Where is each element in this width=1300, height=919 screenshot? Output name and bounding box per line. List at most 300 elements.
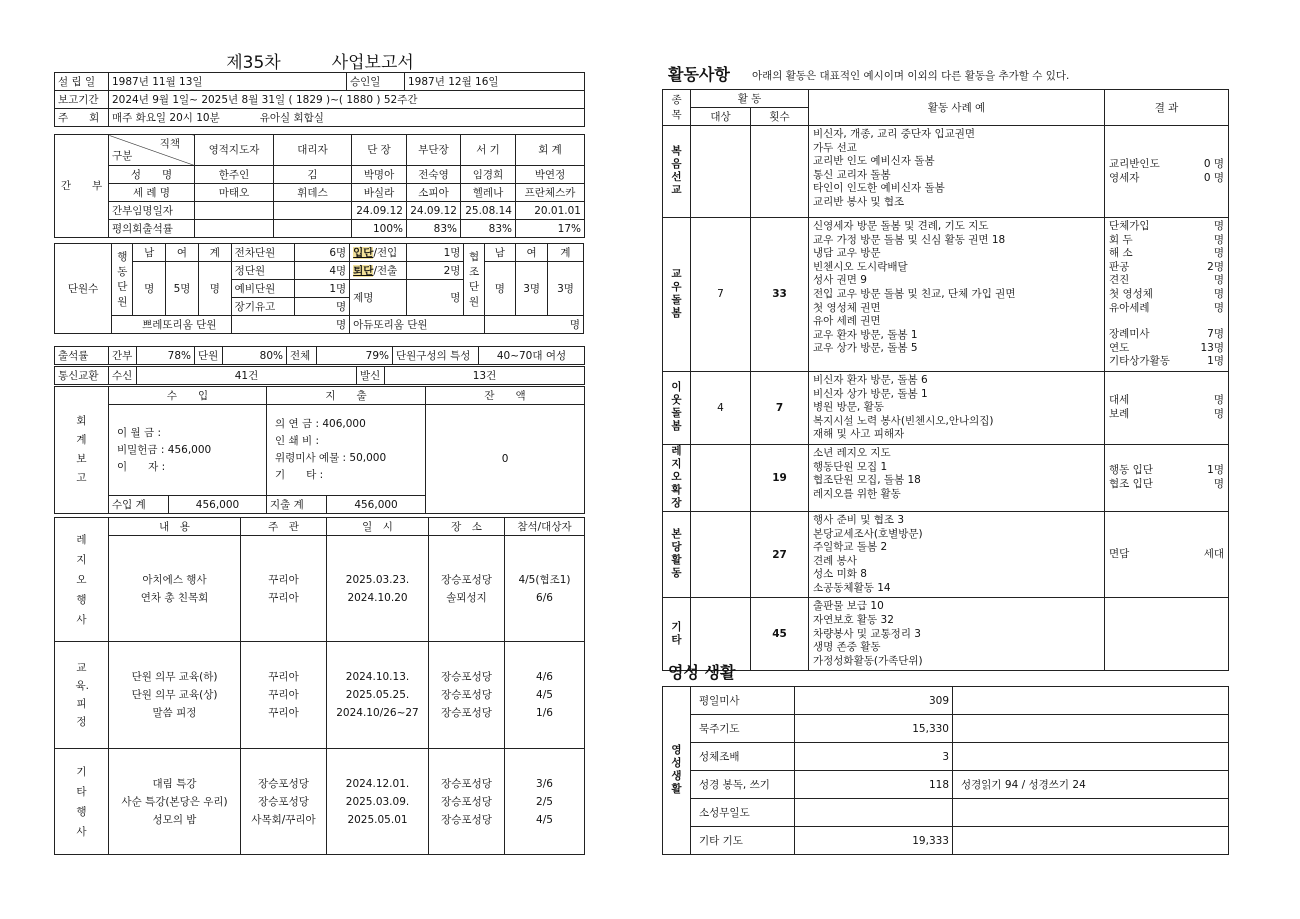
activity-kind-text: 본당활동 bbox=[671, 528, 682, 580]
income-line-0: 이 월 금 : bbox=[117, 426, 161, 439]
result-label: 면담 bbox=[1109, 547, 1130, 560]
spiritual-title: 영성 생활 bbox=[668, 663, 736, 682]
income-line-2: 이 자 : bbox=[117, 460, 166, 473]
send-val: 13건 bbox=[385, 367, 585, 385]
spiritual-name: 기타 기도 bbox=[691, 827, 795, 855]
spiritual-name: 평일미사 bbox=[691, 687, 795, 715]
att-all-val: 79% bbox=[317, 347, 393, 365]
out-highlight: 퇴단 bbox=[353, 264, 374, 277]
result-line bbox=[1109, 408, 1224, 422]
spiritual-value: 19,333 bbox=[795, 827, 953, 855]
activity-example: 유아 세례 권면 bbox=[813, 315, 881, 328]
officers-table bbox=[54, 134, 585, 238]
ev-0-0-2: 2025.03.23. bbox=[345, 573, 410, 586]
expense-line-2: 위령미사 예물 : 50,000 bbox=[275, 452, 387, 464]
spiritual-value: 309 bbox=[795, 687, 953, 715]
expense-head: 지 출 bbox=[267, 387, 426, 405]
result-value: 명 bbox=[1213, 220, 1224, 232]
active-male: 명 bbox=[133, 262, 166, 316]
activity-examples bbox=[809, 511, 1105, 598]
header-role: 직책 bbox=[159, 138, 180, 150]
spiritual-row bbox=[663, 687, 1229, 715]
prep-label: 예비단원 bbox=[231, 280, 294, 298]
activity-target bbox=[691, 444, 751, 511]
expense-total-label: 지출 계 bbox=[267, 496, 327, 514]
activity-results bbox=[1105, 371, 1229, 444]
ev-2-2-0: 성모의 밤 bbox=[152, 813, 197, 826]
activity-count bbox=[751, 126, 809, 218]
join-5: 20.01.01 bbox=[516, 202, 585, 220]
role-3: 부단장 bbox=[407, 135, 461, 166]
income-line-1: 비밀헌금 : 456,000 bbox=[117, 443, 212, 456]
spiritual-note bbox=[953, 743, 1229, 771]
result-value: 1명 bbox=[1207, 355, 1224, 368]
income-lines bbox=[109, 405, 267, 496]
join-0 bbox=[195, 202, 274, 220]
result-label: 해 소 bbox=[1109, 247, 1133, 260]
ev-0-0-3: 장승포성당 bbox=[441, 573, 492, 586]
income-head: 수 입 bbox=[109, 387, 267, 405]
event-head-attend: 참석/대상자 bbox=[505, 518, 585, 536]
result-value: 명 bbox=[1213, 247, 1224, 260]
activity-results bbox=[1105, 218, 1229, 372]
spiritual-row bbox=[663, 827, 1229, 855]
active-female-head: 여 bbox=[166, 244, 199, 262]
event-head-date: 일 시 bbox=[327, 518, 429, 536]
attend-4: 83% bbox=[461, 220, 516, 238]
activity-example: 소공동체활동 14 bbox=[813, 581, 891, 594]
result-line bbox=[1109, 478, 1224, 492]
activity-examples bbox=[809, 218, 1105, 372]
result-line bbox=[1109, 261, 1224, 275]
name-label: 성 명 bbox=[109, 166, 195, 184]
event-head-host: 주 관 bbox=[241, 518, 327, 536]
activity-example: 소년 레지오 지도 bbox=[813, 446, 891, 459]
activity-example: 성사 권면 9 bbox=[813, 274, 867, 287]
activity-example: 자연보호 활동 32 bbox=[813, 614, 894, 627]
activity-row bbox=[663, 444, 1229, 511]
join-1 bbox=[274, 202, 352, 220]
adjutor-val: 명 bbox=[484, 316, 584, 334]
event-0-attend bbox=[505, 536, 585, 642]
activity-example: 본당교세조사(호별방문) bbox=[813, 527, 923, 540]
ev-1-2-0: 말씀 피정 bbox=[152, 707, 197, 719]
head-kind bbox=[663, 90, 691, 126]
expel-val: 명 bbox=[407, 280, 464, 316]
income-total: 456,000 bbox=[169, 496, 267, 514]
ev-2-2-1: 사목회/꾸리아 bbox=[251, 813, 316, 826]
head-kind-text: 종목 bbox=[671, 93, 682, 121]
att-all-label: 전체 bbox=[287, 347, 317, 365]
result-value: 명 bbox=[1213, 301, 1224, 314]
ev-1-0-3: 장승포성당 bbox=[441, 671, 492, 683]
ev-2-0-3: 장승포성당 bbox=[441, 777, 492, 790]
activity-kind-text: 기타 bbox=[671, 620, 682, 646]
spiritual-name: 소성무일도 bbox=[691, 799, 795, 827]
recv-val: 41건 bbox=[137, 367, 357, 385]
activity-example: 빈첸시오 도시락배달 bbox=[813, 260, 908, 273]
result-line bbox=[1109, 328, 1224, 342]
att-char-label: 단원구성의 특성 bbox=[393, 347, 479, 365]
result-value: 명 bbox=[1213, 477, 1224, 490]
activity-example: 비신자, 개종, 교리 중단자 입교권면 bbox=[813, 128, 976, 140]
spiritual-note bbox=[953, 715, 1229, 743]
event-head-content: 내 용 bbox=[109, 518, 241, 536]
activity-example: 신영세자 방문 돌봄 및 견례, 기도 지도 bbox=[813, 220, 989, 232]
out-val: 2명 bbox=[407, 262, 464, 280]
event-0-host bbox=[241, 536, 327, 642]
activity-target: 7 bbox=[691, 218, 751, 372]
activity-count: 45 bbox=[751, 598, 809, 671]
activity-example: 생명 존중 활동 bbox=[813, 641, 881, 654]
event-group-0-text: 레지오행사 bbox=[76, 533, 87, 626]
join-label: 간부임명일자 bbox=[109, 202, 195, 220]
ev-0-1-1: 꾸리아 bbox=[268, 591, 299, 604]
activity-kind-text: 이웃돌봄 bbox=[671, 381, 682, 433]
event-2-date bbox=[327, 749, 429, 855]
ev-2-1-2: 2025.03.09. bbox=[345, 795, 410, 808]
baptism-1: 휘데스 bbox=[274, 184, 352, 202]
header-div: 구분 bbox=[112, 150, 133, 162]
result-label: 연도 bbox=[1109, 341, 1130, 354]
ev-1-2-2: 2024.10/26~27 bbox=[336, 707, 419, 719]
expense-line-0: 의 연 금 : 406,000 bbox=[275, 418, 366, 430]
ev-0-1-0: 연차 총 친목회 bbox=[140, 591, 209, 604]
result-value: 명 bbox=[1213, 233, 1224, 246]
result-label: 단체가입 bbox=[1109, 220, 1150, 232]
aux-label-text: 협조단원 bbox=[468, 250, 480, 308]
expel-label: 제명 bbox=[350, 280, 407, 316]
activity-results bbox=[1105, 126, 1229, 218]
att-officer-label: 간부 bbox=[109, 347, 137, 365]
activities-title: 활동사항 bbox=[668, 65, 730, 84]
activity-kind-text: 복음선교 bbox=[671, 145, 682, 196]
name-5: 박연정 bbox=[516, 166, 585, 184]
active-label-text: 행동단원 bbox=[117, 250, 128, 308]
ev-0-0-1: 꾸리아 bbox=[268, 573, 299, 586]
ev-1-0-1: 꾸리아 bbox=[268, 671, 299, 683]
event-1-place bbox=[429, 642, 505, 749]
ev-2-0-2: 2024.12.01. bbox=[345, 777, 410, 790]
result-line bbox=[1109, 247, 1224, 261]
baptism-label: 세 례 명 bbox=[109, 184, 195, 202]
activity-example: 출판물 보급 10 bbox=[813, 600, 884, 613]
recv-label: 수신 bbox=[109, 367, 137, 385]
result-line bbox=[1109, 158, 1224, 172]
est-label: 설 립 일 bbox=[55, 73, 109, 91]
ev-0-1-3: 솔뫼성지 bbox=[446, 591, 487, 604]
event-2-place bbox=[429, 749, 505, 855]
activity-examples bbox=[809, 371, 1105, 444]
attend-label: 평의회출석률 bbox=[109, 220, 195, 238]
result-value: 13명 bbox=[1200, 341, 1224, 354]
ev-0-1-4: 6/6 bbox=[536, 591, 553, 604]
ev-1-2-1: 꾸리아 bbox=[268, 707, 299, 719]
baptism-0: 마태오 bbox=[195, 184, 274, 202]
activity-example: 교우 환자 방문, 돌봄 1 bbox=[813, 328, 918, 341]
active-label bbox=[112, 244, 133, 316]
activity-example: 행동단원 모집 1 bbox=[813, 460, 888, 473]
att-char-val: 40~70대 여성 bbox=[479, 347, 585, 365]
activity-example: 차량봉사 및 교통정리 3 bbox=[813, 627, 921, 640]
ev-2-1-0: 사순 특강(본당은 우리) bbox=[121, 795, 228, 808]
ev-2-1-3: 장승포성당 bbox=[441, 795, 492, 808]
spiritual-body bbox=[663, 687, 1229, 855]
approve-date: 1987년 12월 16일 bbox=[405, 73, 585, 91]
activity-kind-text: 교우돌봄 bbox=[671, 267, 682, 319]
income-total-label: 수입 계 bbox=[109, 496, 169, 514]
head-result: 결 과 bbox=[1105, 90, 1229, 126]
role-0: 영적지도자 bbox=[195, 135, 274, 166]
activity-example: 가두 선교 bbox=[813, 141, 857, 154]
event-group-1-label bbox=[55, 642, 109, 749]
name-2: 박명아 bbox=[352, 166, 407, 184]
activities-body bbox=[663, 126, 1229, 671]
event-1-content bbox=[109, 642, 241, 749]
prev-label: 전차단원 bbox=[231, 244, 294, 262]
event-head-place: 장 소 bbox=[429, 518, 505, 536]
activity-example: 행사 준비 및 협조 3 bbox=[813, 513, 905, 526]
result-label: 교리반인도 bbox=[1109, 157, 1160, 170]
aux-female-head: 여 bbox=[516, 244, 548, 262]
active-total: 명 bbox=[198, 262, 231, 316]
activity-example: 교우 가정 방문 돌봄 및 신심 활동 권면 18 bbox=[813, 233, 1006, 246]
event-2-content bbox=[109, 749, 241, 855]
officers-section-label: 간 부 bbox=[55, 135, 109, 238]
aux-total-head: 계 bbox=[547, 244, 583, 262]
baptism-5: 프란체스카 bbox=[516, 184, 585, 202]
role-4: 서 기 bbox=[461, 135, 516, 166]
result-label: 회 두 bbox=[1109, 233, 1133, 246]
event-group-2-text: 기타행사 bbox=[76, 765, 87, 838]
ev-1-0-0: 단원 의무 교육(하) bbox=[131, 671, 218, 683]
activity-row bbox=[663, 371, 1229, 444]
name-3: 전숙영 bbox=[407, 166, 461, 184]
activity-example: 전입 교우 방문 돌봄 및 친교, 단체 가입 권면 bbox=[813, 287, 1016, 300]
activity-count: 27 bbox=[751, 511, 809, 598]
in-suffix: /전입 bbox=[373, 246, 398, 259]
activity-target: 4 bbox=[691, 371, 751, 444]
result-line bbox=[1109, 302, 1224, 316]
spiritual-row bbox=[663, 715, 1229, 743]
ev-2-1-4: 2/5 bbox=[536, 795, 553, 808]
ev-1-2-3: 장승포성당 bbox=[441, 707, 492, 719]
event-2-host bbox=[241, 749, 327, 855]
ev-1-1-1: 꾸리아 bbox=[268, 689, 299, 701]
activity-row bbox=[663, 218, 1229, 372]
attendance-table bbox=[54, 346, 585, 365]
result-value: 0 명 bbox=[1203, 157, 1224, 170]
result-line bbox=[1109, 172, 1224, 186]
finance-label-text: 회계보고 bbox=[76, 415, 87, 484]
event-1-host bbox=[241, 642, 327, 749]
ev-2-2-4: 4/5 bbox=[536, 813, 553, 826]
result-value: 명 bbox=[1213, 274, 1224, 287]
join-2: 24.09.12 bbox=[352, 202, 407, 220]
activity-example: 주일학교 돌봄 2 bbox=[813, 541, 888, 554]
activity-count: 33 bbox=[751, 218, 809, 372]
ev-2-2-2: 2025.05.01 bbox=[347, 813, 408, 826]
spiritual-note bbox=[953, 687, 1229, 715]
activity-row bbox=[663, 511, 1229, 598]
finance-table bbox=[54, 386, 585, 514]
activity-example: 비신자 상가 방문, 돌봄 1 bbox=[813, 387, 928, 400]
result-line bbox=[1109, 288, 1224, 302]
attend-1 bbox=[274, 220, 352, 238]
activity-count: 7 bbox=[751, 371, 809, 444]
ev-2-0-1: 장승포성당 bbox=[258, 777, 309, 790]
baptism-2: 바실라 bbox=[352, 184, 407, 202]
activity-results bbox=[1105, 598, 1229, 671]
result-value: 명 bbox=[1213, 394, 1224, 407]
in-highlight: 입단 bbox=[353, 246, 374, 259]
ev-1-1-2: 2025.05.25. bbox=[345, 689, 410, 701]
event-2-attend bbox=[505, 749, 585, 855]
att-member-val: 80% bbox=[223, 347, 287, 365]
result-value: 명 bbox=[1213, 287, 1224, 300]
comm-table bbox=[54, 366, 585, 385]
period-label: 보고기간 bbox=[55, 91, 109, 109]
result-label: 유아세례 bbox=[1109, 301, 1150, 314]
leave-label: 장기유고 bbox=[231, 298, 294, 316]
spiritual-note bbox=[953, 827, 1229, 855]
activity-kind bbox=[663, 371, 691, 444]
period-value: 2024년 9월 1일~ 2025년 8월 31일 ( 1829 )~( 1880 ) 52주간 bbox=[109, 91, 585, 109]
spiritual-name: 성체조배 bbox=[691, 743, 795, 771]
spiritual-value: 118 bbox=[795, 771, 953, 799]
activity-examples bbox=[809, 444, 1105, 511]
result-line bbox=[1109, 220, 1224, 234]
result-label: 영세자 bbox=[1109, 171, 1140, 184]
events-table bbox=[54, 517, 585, 855]
out-suffix: /전출 bbox=[373, 264, 398, 277]
spiritual-value: 3 bbox=[795, 743, 953, 771]
activity-kind bbox=[663, 511, 691, 598]
result-value: 7명 bbox=[1207, 328, 1224, 341]
approve-label: 승인일 bbox=[347, 73, 405, 91]
result-label: 대세 bbox=[1109, 394, 1130, 407]
activity-example: 교리반 인도 예비신자 돌봄 bbox=[813, 155, 935, 168]
meeting-info bbox=[109, 109, 585, 127]
expense-total: 456,000 bbox=[327, 496, 426, 514]
regular-val: 4명 bbox=[295, 262, 350, 280]
event-group-0-label bbox=[55, 518, 109, 642]
event-1-attend bbox=[505, 642, 585, 749]
ev-0-0-4: 4/5(협조1) bbox=[518, 573, 571, 586]
result-line bbox=[1109, 274, 1224, 288]
activity-kind bbox=[663, 444, 691, 511]
balance-val: 0 bbox=[426, 405, 585, 514]
attend-3: 83% bbox=[407, 220, 461, 238]
leave-val: 명 bbox=[295, 298, 350, 316]
attend-5: 17% bbox=[516, 220, 585, 238]
activity-example: 냉담 교우 방문 bbox=[813, 247, 881, 260]
activity-example: 레지오를 위한 활동 bbox=[813, 487, 901, 500]
spiritual-name: 묵주기도 bbox=[691, 715, 795, 743]
activity-example: 병원 방문, 활동 bbox=[813, 401, 884, 414]
activity-row bbox=[663, 126, 1229, 218]
prep-val: 1명 bbox=[295, 280, 350, 298]
activity-target bbox=[691, 126, 751, 218]
activity-results bbox=[1105, 511, 1229, 598]
activity-example: 교리반 봉사 및 협조 bbox=[813, 195, 905, 208]
result-line bbox=[1109, 548, 1224, 562]
finance-section-label bbox=[55, 387, 109, 514]
expense-line-1: 인 쇄 비 : bbox=[275, 435, 319, 447]
ev-1-1-4: 4/5 bbox=[536, 689, 553, 701]
meeting-place: 유아실 회합실 bbox=[259, 111, 324, 124]
spiritual-label-text: 영성생활 bbox=[671, 744, 682, 795]
head-examples: 활동 사례 예 bbox=[809, 90, 1105, 126]
officer-header-cell bbox=[109, 135, 195, 166]
event-0-content bbox=[109, 536, 241, 642]
activity-example: 가정성화활동(가족단위) bbox=[813, 654, 923, 667]
aux-male-head: 남 bbox=[484, 244, 516, 262]
result-value: 명 bbox=[1213, 407, 1224, 420]
aux-female: 3명 bbox=[516, 262, 548, 316]
spiritual-name: 성경 봉독, 쓰기 bbox=[691, 771, 795, 799]
role-5: 회 계 bbox=[516, 135, 585, 166]
est-date: 1987년 11월 13일 bbox=[109, 73, 347, 91]
meeting-time: 매주 화요일 20시 10분 bbox=[112, 111, 220, 124]
role-2: 단 장 bbox=[352, 135, 407, 166]
aux-label bbox=[464, 244, 484, 316]
expense-line-3: 기 타 : bbox=[275, 469, 324, 481]
spiritual-table bbox=[662, 686, 1229, 855]
event-group-1-text: 교육.피정 bbox=[75, 662, 89, 728]
ev-1-0-2: 2024.10.13. bbox=[345, 671, 410, 683]
activity-example: 재해 및 사고 피해자 bbox=[813, 428, 905, 441]
ev-0-0-0: 아치에스 행사 bbox=[142, 573, 207, 586]
activity-count: 19 bbox=[751, 444, 809, 511]
presidium-label: 쁘레또리움 단원 bbox=[112, 316, 232, 334]
ev-2-0-4: 3/6 bbox=[536, 777, 553, 790]
activity-example: 견례 봉사 bbox=[813, 554, 857, 567]
active-male-head: 남 bbox=[133, 244, 166, 262]
baptism-3: 소피아 bbox=[407, 184, 461, 202]
out-label bbox=[350, 262, 407, 280]
result-label: 견진 bbox=[1109, 274, 1130, 287]
activity-example: 통신 교리자 돌봄 bbox=[813, 168, 891, 181]
result-line bbox=[1109, 342, 1224, 356]
meeting-label: 주 회 bbox=[55, 109, 109, 127]
ev-1-0-4: 4/6 bbox=[536, 671, 553, 683]
result-label: 장례미사 bbox=[1109, 328, 1150, 341]
head-target: 대상 bbox=[691, 108, 751, 126]
name-1: 김 bbox=[274, 166, 352, 184]
activity-example: 협조단원 모집, 돌봄 18 bbox=[813, 474, 921, 487]
ev-1-2-4: 1/6 bbox=[536, 707, 553, 719]
spiritual-note: 성경읽기 94 / 성경쓰기 24 bbox=[953, 771, 1229, 799]
attend-0 bbox=[195, 220, 274, 238]
regular-label: 정단원 bbox=[231, 262, 294, 280]
result-value: 세대 bbox=[1203, 547, 1224, 560]
att-officer-val: 78% bbox=[137, 347, 195, 365]
head-activity: 활 동 bbox=[691, 90, 809, 108]
att-member-label: 단원 bbox=[195, 347, 223, 365]
activity-example: 성소 미화 8 bbox=[813, 568, 867, 581]
result-value: 0 명 bbox=[1203, 171, 1224, 184]
activity-example: 비신자 환자 방문, 돌봄 6 bbox=[813, 373, 928, 386]
result-line bbox=[1109, 355, 1224, 369]
result-label: 보례 bbox=[1109, 407, 1130, 420]
ev-2-2-3: 장승포성당 bbox=[441, 813, 492, 826]
members-section-label: 단원수 bbox=[55, 244, 112, 334]
ev-2-0-0: 대림 특강 bbox=[152, 777, 197, 790]
result-label: 판공 bbox=[1109, 260, 1130, 273]
ev-2-1-1: 장승포성당 bbox=[258, 795, 309, 808]
result-label: 행동 입단 bbox=[1109, 464, 1153, 477]
